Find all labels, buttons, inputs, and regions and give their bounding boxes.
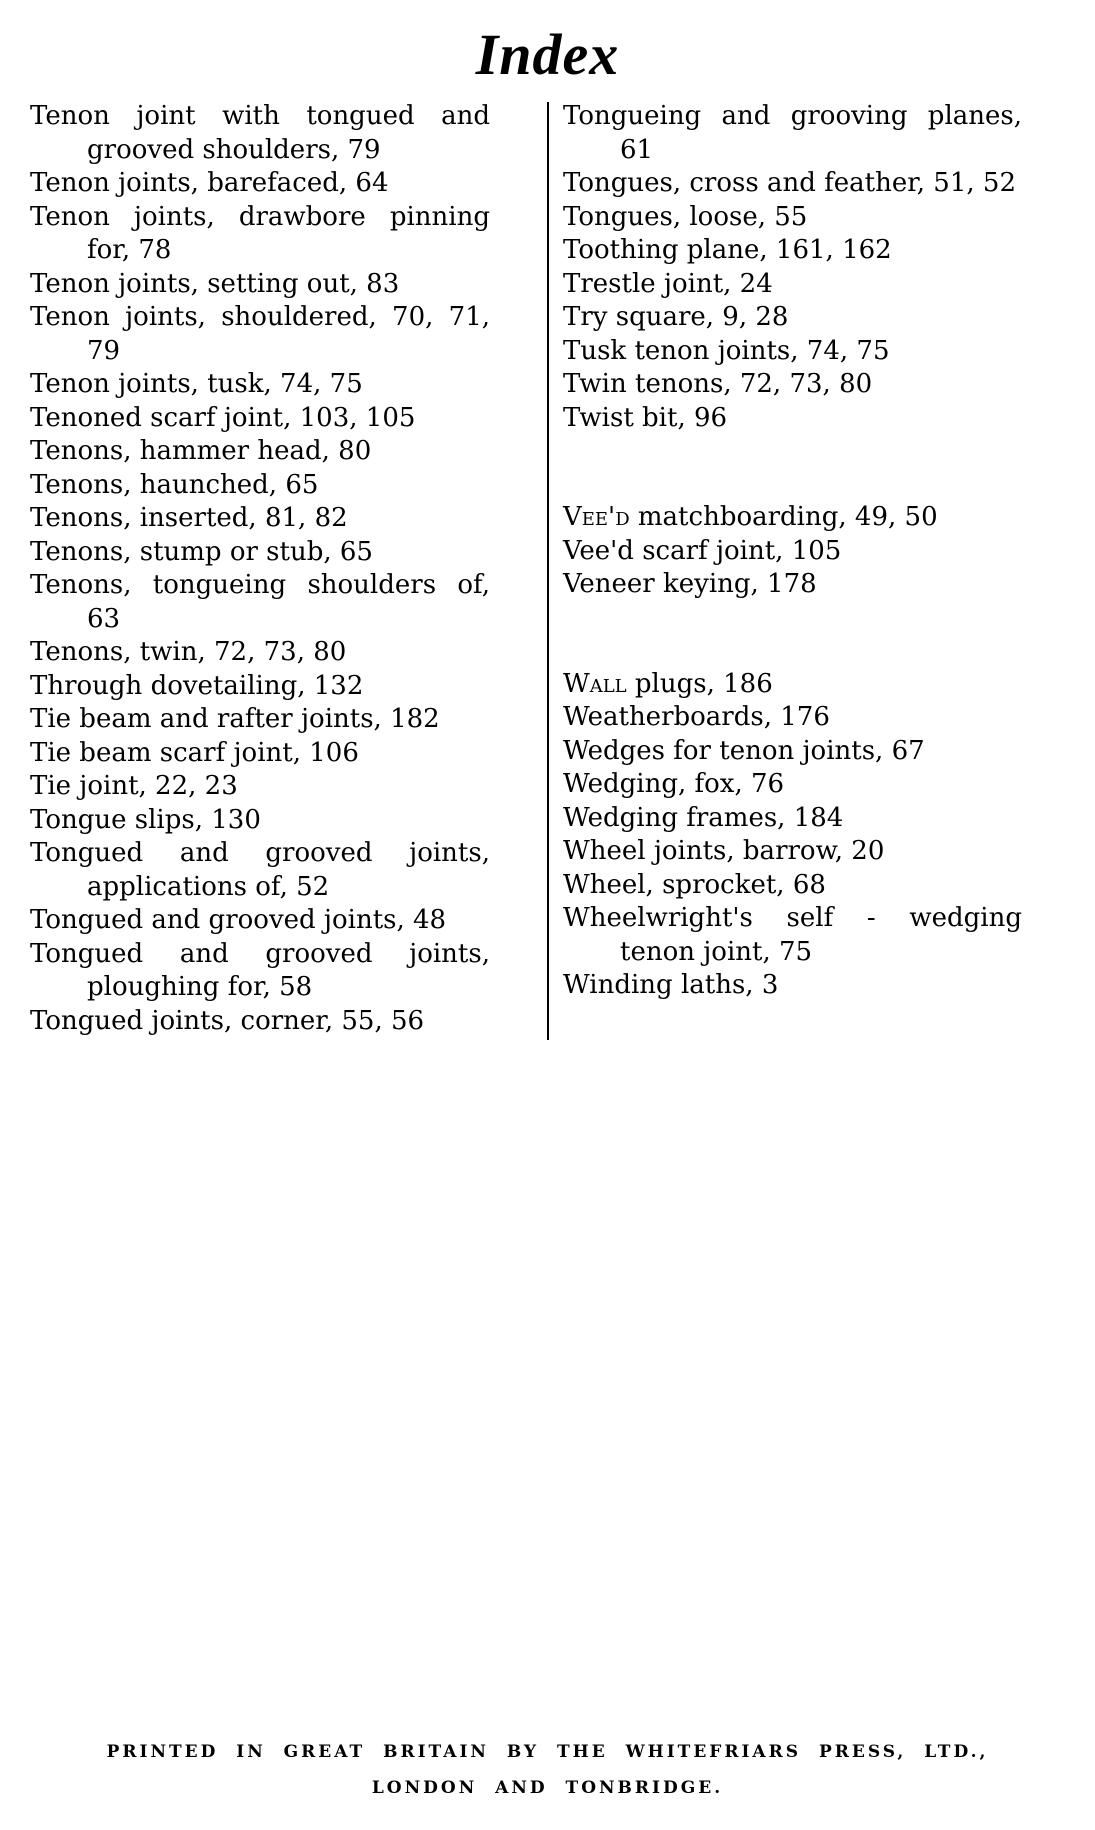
index-entry: Tenon joints, tusk, 74, 75 — [30, 369, 363, 399]
index-group-t — [563, 100, 1022, 435]
index-entry: Tenons, hammer head, 80 — [30, 436, 372, 466]
index-entry: Tongues, loose, 55 — [563, 201, 808, 232]
index-entry: Tongue slips, 130 — [30, 804, 261, 835]
index-entry: Tenon joints, drawbore pinning for, 78 — [30, 201, 490, 265]
printer-imprint — [0, 1734, 1095, 1806]
index-entry: Tenon joints, shouldered, 70, 71, 79 — [30, 302, 490, 366]
index-entry: Tenoned scarf joint, 103, 105 — [30, 402, 416, 433]
index-entry: Tusk tenon joints, 74, 75 — [563, 335, 890, 366]
index-entry: Wedging, fox, 76 — [563, 769, 785, 799]
index-entry: Tongued and grooved joints, ploughing for, 58 — [30, 938, 490, 1002]
index-entry: Wedging frames, 184 — [563, 802, 844, 833]
entry-lead-smallcaps: Vee'd — [563, 502, 630, 532]
index-entry: Twin tenons, 72, 73, 80 — [563, 369, 873, 399]
index-entry: Tenon joints, setting out, 83 — [30, 268, 400, 299]
index-entry: Twist bit, 96 — [563, 402, 728, 433]
index-entry: Tie beam scarf joint, 106 — [30, 737, 359, 768]
index-entry: Tongued and grooved joints, applications of, 52 — [30, 838, 490, 902]
index-entry: Weatherboards, 176 — [563, 702, 830, 732]
index-entry: Veneer keying, 178 — [563, 569, 817, 599]
imprint-line-2: LONDON AND TONBRIDGE. — [371, 1778, 724, 1798]
index-entry: Winding laths, 3 — [563, 970, 779, 1000]
index-entry: Toothing plane, 161, 162 — [563, 235, 892, 265]
index-entry: Tenons, haunched, 65 — [30, 469, 319, 500]
index-entry: Tenons, inserted, 81, 82 — [30, 503, 348, 533]
entry-rest: plugs, 186 — [626, 668, 773, 699]
column-divider-rule — [547, 102, 549, 1040]
index-group-v — [563, 501, 1022, 602]
index-entry: Through dovetailing, 132 — [30, 670, 364, 701]
entry-rest: matchboarding, 49, 50 — [629, 502, 938, 532]
index-entry: Wheel joints, barrow, 20 — [563, 836, 885, 866]
index-entry: Vee'd scarf joint, 105 — [563, 535, 842, 566]
right-column — [563, 100, 1022, 1040]
index-entry — [563, 501, 1022, 535]
index-group-w — [563, 668, 1022, 1003]
left-column — [30, 100, 490, 1040]
index-entry: Wheel, sprocket, 68 — [563, 869, 826, 900]
index-entry: Tongued and grooved joints, 48 — [30, 905, 447, 935]
index-entry: Trestle joint, 24 — [563, 268, 773, 299]
index-entry: Tongueing and grooving planes, 61 — [563, 101, 1022, 165]
entry-lead-smallcaps: Wall — [563, 668, 627, 699]
index-entry: Tongues, cross and feather, 51, 52 — [563, 168, 1017, 198]
page-title: Index — [475, 22, 620, 87]
index-entry: Tenons, tongueing shoulders of, 63 — [30, 570, 490, 634]
index-entry: Try square, 9, 28 — [563, 302, 789, 332]
index-entry: Tenon joint with tongued and grooved shoulders, 79 — [30, 101, 490, 165]
index-columns — [0, 100, 1095, 1040]
index-entry: Tenons, stump or stub, 65 — [30, 536, 373, 567]
index-entry — [563, 668, 1022, 702]
index-entry: Tie joint, 22, 23 — [30, 771, 238, 801]
imprint-line-1: PRINTED IN GREAT BRITAIN BY THE WHITEFRIARS PRESS, LTD., — [106, 1742, 989, 1762]
index-entry: Tongued joints, corner, 55, 56 — [30, 1005, 425, 1036]
index-entry: Wheelwright's self - wedging tenon joint, 75 — [563, 903, 1022, 967]
index-entry: Tie beam and rafter joints, 182 — [30, 704, 440, 734]
index-entry: Tenon joints, barefaced, 64 — [30, 168, 389, 198]
index-entry: Tenons, twin, 72, 73, 80 — [30, 637, 347, 667]
index-entry: Wedges for tenon joints, 67 — [563, 735, 925, 766]
